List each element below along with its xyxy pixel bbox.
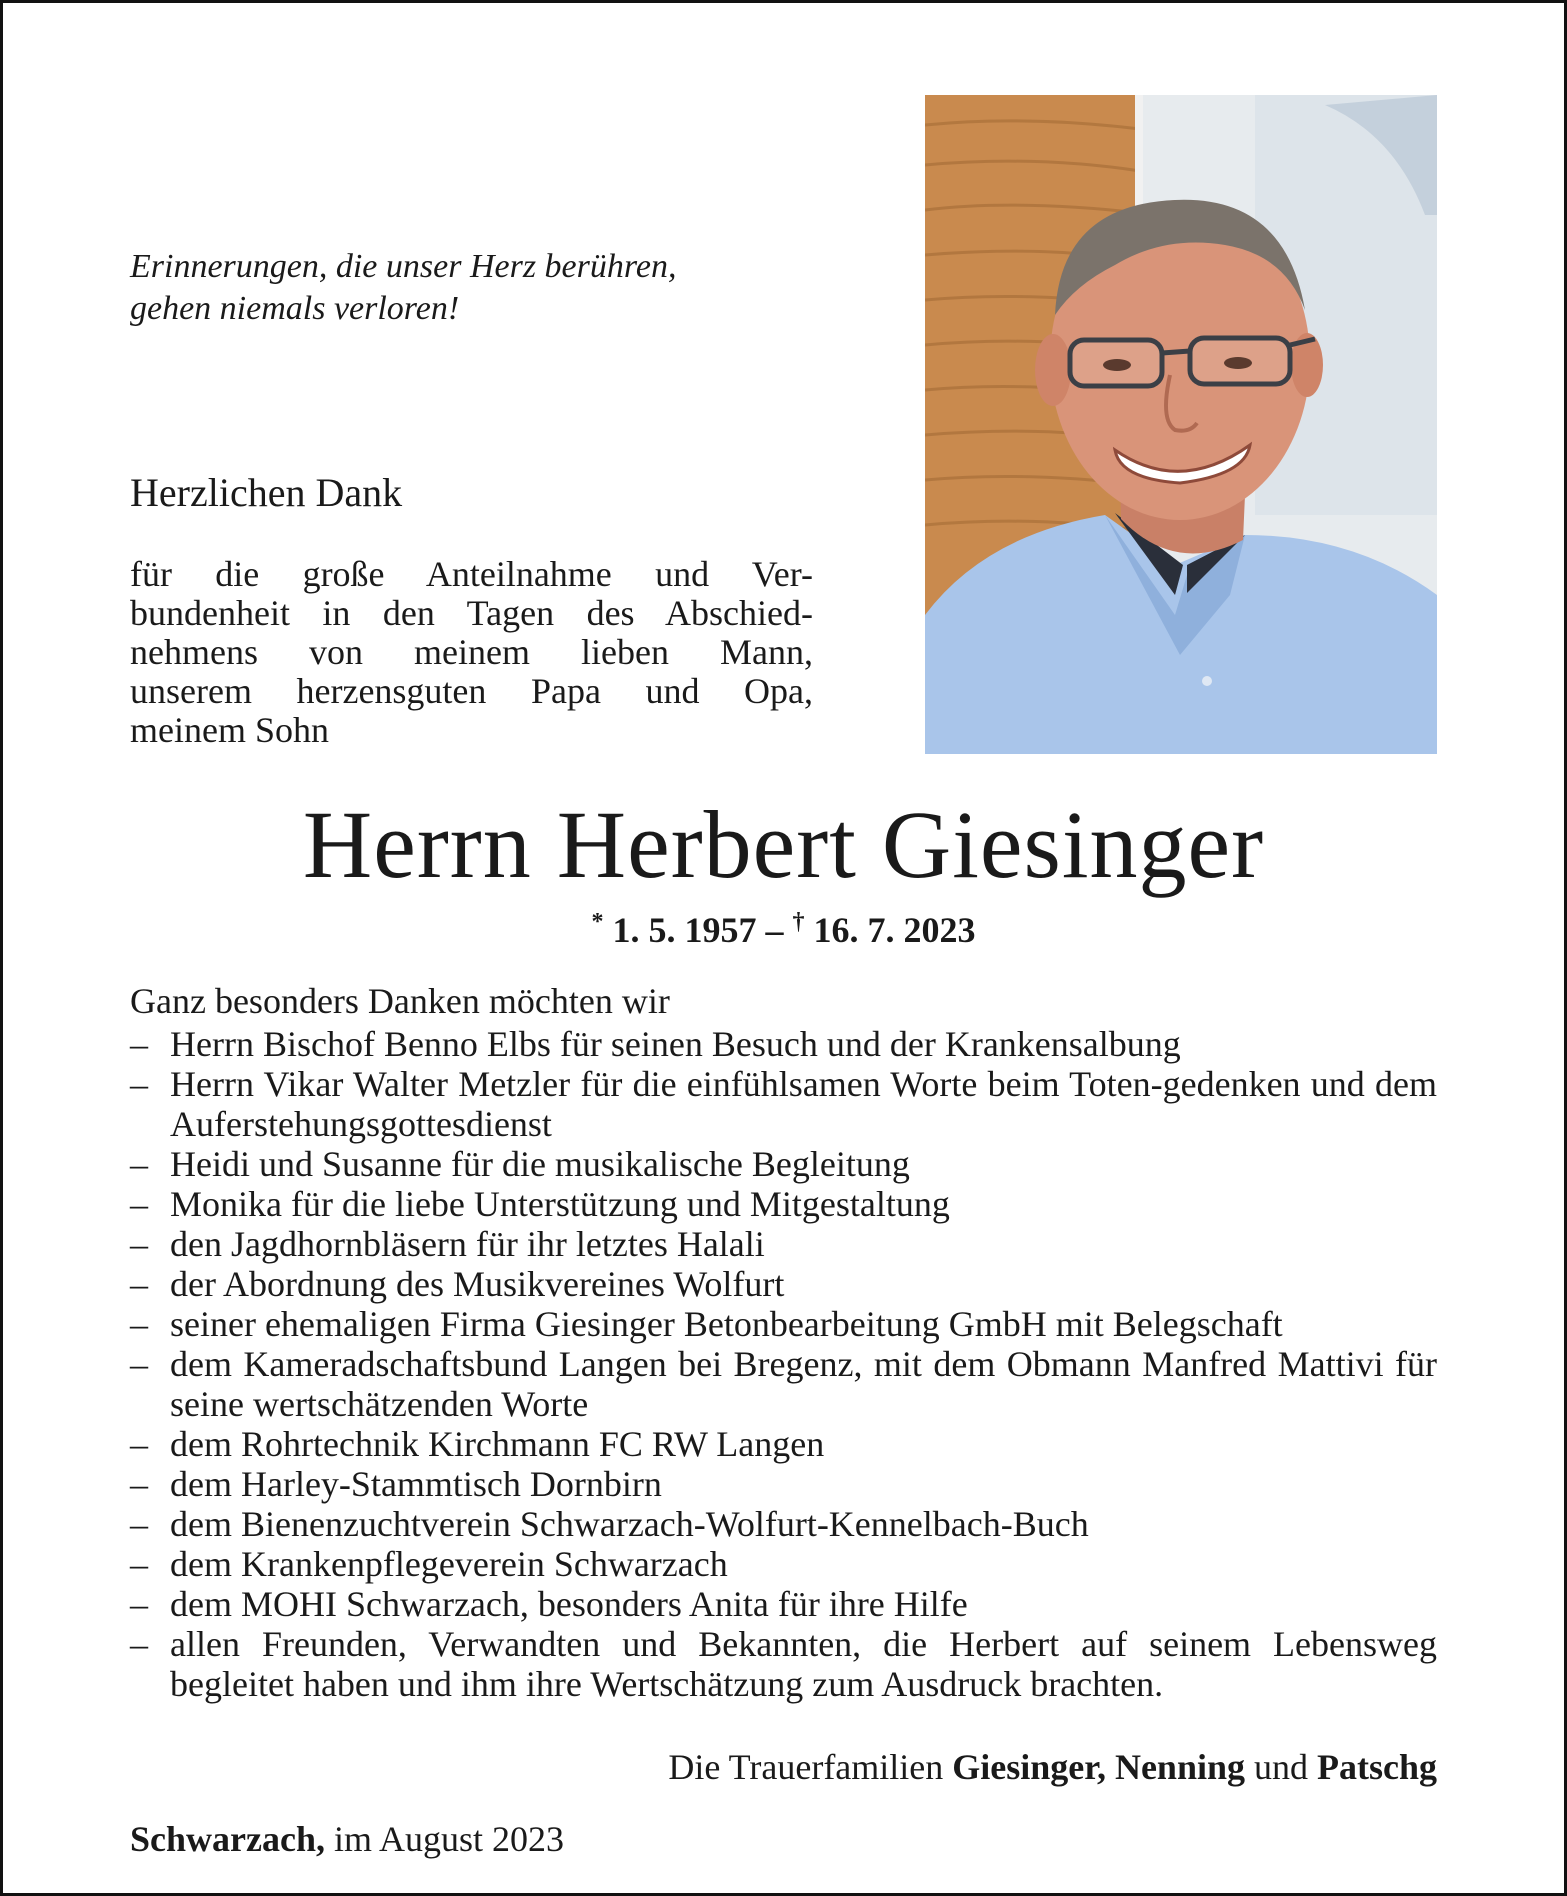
portrait-illustration (925, 95, 1437, 754)
intro-line: nehmens von meinem lieben Mann, (130, 632, 813, 672)
thanks-list (130, 1024, 1437, 1704)
place-date (130, 1818, 564, 1860)
family-name: Giesinger, (952, 1747, 1106, 1787)
list-item: – Herrn Bischof Benno Elbs für seinen Besuch und der Krankensalbung (130, 1024, 1437, 1064)
list-item: – dem Harley-Stammtisch Dornbirn (130, 1464, 1437, 1504)
list-item: – dem Bienenzuchtverein Schwarzach-Wolfurt-Kennelbach-Buch (130, 1504, 1437, 1544)
list-item: – allen Freunden, Verwandten und Bekannten, die Herbert auf seinem Lebensweg begleitet haben und ihm ihre Wertschätzung zum Ausdruck brachten. (130, 1624, 1437, 1704)
thanks-heading: Herzlichen Dank (130, 470, 403, 515)
intro-line: bundenheit in den Tagen des Abschied- (130, 593, 813, 633)
list-item: – dem Kameradschaftsbund Langen bei Bregenz, mit dem Obmann Manfred Mattivi für seine wertschätzenden Worte (130, 1344, 1437, 1424)
signature-prefix: Die Trauerfamilien (668, 1747, 953, 1787)
list-item: – dem MOHI Schwarzach, besonders Anita für ihre Hilfe (130, 1584, 1437, 1624)
family-signature (668, 1746, 1437, 1788)
list-item: – der Abordnung des Musikvereines Wolfurt (130, 1264, 1437, 1304)
death-symbol: † (792, 909, 805, 935)
intro-line: unserem herzensguten Papa und Opa, (130, 671, 813, 711)
date-text: im August 2023 (324, 1819, 565, 1859)
life-dates (0, 900, 1567, 952)
death-date: 16. 7. 2023 (813, 910, 976, 950)
intro-line: für die große Anteilnahme und Ver- (130, 554, 813, 594)
list-item: – Herrn Vikar Walter Metzler für die einfühlsamen Worte beim Toten-gedenken und dem Auferstehungsgottesdienst (130, 1064, 1437, 1144)
signature-conjunction: und (1245, 1747, 1317, 1787)
list-item: – seiner ehemaligen Firma Giesinger Betonbearbeitung GmbH mit Belegschaft (130, 1304, 1437, 1344)
intro-paragraph (130, 555, 813, 750)
list-item: – den Jagdhornbläsern für ihr letztes Halali (130, 1224, 1437, 1264)
portrait-photo (925, 95, 1437, 754)
special-thanks-heading: Ganz besonders Danken möchten wir (130, 981, 670, 1021)
birth-date: 1. 5. 1957 (612, 910, 757, 950)
place-name: Schwarzach, (130, 1819, 325, 1859)
list-item: – dem Krankenpflegeverein Schwarzach (130, 1544, 1437, 1584)
intro-line: meinem Sohn (130, 710, 329, 750)
birth-symbol: * (591, 909, 604, 935)
deceased-name: Herrn Herbert Giesinger (302, 791, 1265, 898)
family-name: Nenning (1114, 1747, 1245, 1787)
list-item: – dem Rohrtechnik Kirchmann FC RW Langen (130, 1424, 1437, 1464)
date-separator: – (756, 910, 793, 950)
list-item: – Monika für die liebe Unterstützung und Mitgestaltung (130, 1184, 1437, 1224)
memorial-quote (130, 246, 830, 330)
quote-line: gehen niemals verloren! (130, 290, 460, 327)
quote-line: Erinnerungen, die unser Herz berühren, (130, 248, 677, 285)
list-item: – Heidi und Susanne für die musikalische Begleitung (130, 1144, 1437, 1184)
family-name: Patschg (1317, 1747, 1437, 1787)
